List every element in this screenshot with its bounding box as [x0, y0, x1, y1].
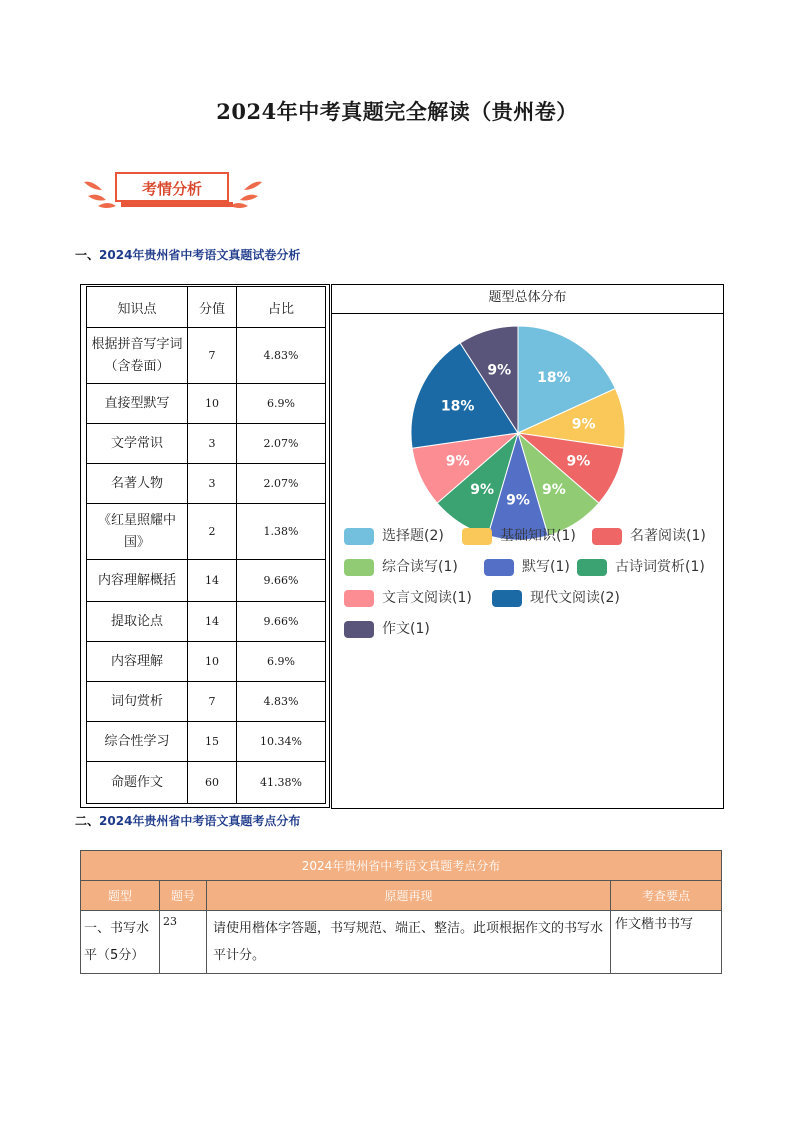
cell-name: 名著人物: [87, 464, 188, 504]
legend-swatch: [492, 590, 522, 607]
cell-score: 3: [188, 464, 237, 504]
section1-heading: 一、2024年贵州省中考语文真题试卷分析: [75, 248, 301, 262]
cell-pct: 1.38%: [237, 504, 326, 560]
header-knowledge-point: 知识点: [87, 287, 188, 328]
table-row: [87, 328, 326, 384]
knowledge-point-table: [86, 286, 326, 804]
legend-label: 古诗词赏析(1): [615, 559, 705, 575]
header-type: 题型: [81, 881, 160, 911]
legend-item: [344, 557, 458, 577]
cell-score: 7: [188, 328, 237, 384]
cell-pct: 4.83%: [237, 682, 326, 722]
cell-pct: 10.34%: [237, 722, 326, 762]
pie-slice-label: 18%: [537, 370, 571, 387]
cell-pct: 6.9%: [237, 642, 326, 682]
cell-score: 60: [188, 762, 237, 804]
table-row: [87, 560, 326, 602]
legend-item: [577, 557, 705, 577]
legend-label: 默写(1): [522, 559, 570, 575]
cell-score: 3: [188, 424, 237, 464]
legend-label: 现代文阅读(2): [530, 590, 620, 606]
row-point: 作文楷书书写: [611, 911, 722, 974]
section2-heading: 二、2024年贵州省中考语文真题考点分布: [75, 814, 301, 828]
pie-slice-label: 9%: [487, 362, 512, 379]
cell-pct: 9.66%: [237, 602, 326, 642]
legend-swatch: [344, 559, 374, 576]
header-percent: 占比: [237, 287, 326, 328]
legend-label: 基础知识(1): [500, 528, 576, 544]
cell-pct: 2.07%: [237, 424, 326, 464]
pie-slice-label: 9%: [571, 416, 596, 433]
cell-name: 内容理解概括: [87, 560, 188, 602]
cell-score: 14: [188, 560, 237, 602]
cell-name: 《红星照耀中国》: [87, 504, 188, 560]
legend-label: 综合读写(1): [382, 559, 458, 575]
table-row: [87, 762, 326, 804]
legend-swatch: [577, 559, 607, 576]
row-number: 23: [160, 911, 207, 974]
legend-swatch: [344, 528, 374, 545]
badge-label: 考情分析: [115, 172, 229, 202]
cell-name: 提取论点: [87, 602, 188, 642]
header-number: 题号: [160, 881, 207, 911]
legend-item: [484, 557, 570, 577]
row-content: 请使用楷体字答题，书写规范、端正、整洁。此项根据作文的书写水平计分。: [207, 911, 611, 974]
cell-pct: 41.38%: [237, 762, 326, 804]
legend-label: 文言文阅读(1): [382, 590, 472, 606]
legend-swatch: [344, 590, 374, 607]
page-title: 2024年中考真题完全解读（贵州卷）: [216, 99, 578, 124]
cell-name: 内容理解: [87, 642, 188, 682]
cell-name: 根据拼音写字词（含卷面）: [87, 328, 188, 384]
legend-label: 选择题(2): [382, 528, 444, 544]
table-row: [87, 384, 326, 424]
cell-name: 词句赏析: [87, 682, 188, 722]
exam-point-distribution-table: [80, 850, 722, 974]
pie-slice-label: 9%: [470, 481, 495, 498]
cell-score: 14: [188, 602, 237, 642]
table-row: [87, 464, 326, 504]
cell-pct: 9.66%: [237, 560, 326, 602]
cell-pct: 2.07%: [237, 464, 326, 504]
cell-name: 直接型默写: [87, 384, 188, 424]
legend-item: [592, 526, 706, 546]
cell-score: 10: [188, 642, 237, 682]
table-row: [87, 504, 326, 560]
cell-pct: 6.9%: [237, 384, 326, 424]
table-row: [87, 424, 326, 464]
pie-slice-label: 9%: [566, 453, 591, 470]
legend-item: [344, 526, 444, 546]
pie-slice-label: 9%: [445, 453, 470, 470]
cell-name: 命题作文: [87, 762, 188, 804]
cell-name: 综合性学习: [87, 722, 188, 762]
pie-chart-panel: [331, 284, 724, 809]
legend-item: [462, 526, 576, 546]
header-original-question: 原题再现: [207, 881, 611, 911]
table-row: [87, 722, 326, 762]
legend-item: [344, 619, 430, 639]
legend-label: 作文(1): [382, 621, 430, 637]
pie-slice-label: 18%: [440, 398, 475, 415]
legend-label: 名著阅读(1): [630, 528, 706, 544]
legend-swatch: [462, 528, 492, 545]
cell-name: 文学常识: [87, 424, 188, 464]
pie-slice-label: 9%: [541, 481, 566, 498]
cell-score: 2: [188, 504, 237, 560]
cell-score: 10: [188, 384, 237, 424]
legend-item: [344, 588, 472, 608]
table-row: [87, 642, 326, 682]
legend-swatch: [344, 621, 374, 638]
cell-score: 7: [188, 682, 237, 722]
row-type: 一、书写水平（5分）: [81, 911, 160, 974]
cell-score: 15: [188, 722, 237, 762]
legend-swatch: [592, 528, 622, 545]
pie-slice-label: 9%: [506, 492, 530, 509]
legend-swatch: [484, 559, 514, 576]
cell-pct: 4.83%: [237, 328, 326, 384]
header-score: 分值: [188, 287, 237, 328]
header-key-point: 考查要点: [611, 881, 722, 911]
table-row: [87, 682, 326, 722]
chart-title: 题型总体分布: [332, 285, 723, 314]
table-row: [87, 602, 326, 642]
table-row: [81, 911, 722, 974]
legend-item: [492, 588, 620, 608]
table-caption: 2024年贵州省中考语文真题考点分布: [81, 851, 722, 881]
section-badge: [78, 168, 268, 212]
